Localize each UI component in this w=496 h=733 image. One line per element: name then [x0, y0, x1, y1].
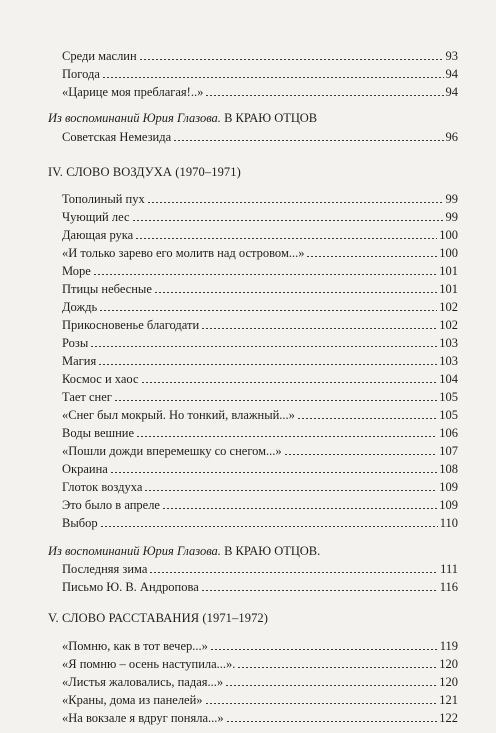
memoir-author: Из воспоминаний Юрия Глазова.: [48, 111, 221, 125]
memoir-heading: [48, 110, 317, 126]
entry-title: Море: [62, 264, 91, 278]
entry-page: 102: [439, 318, 458, 332]
toc-entry: [62, 389, 458, 405]
entry-page: 110: [439, 516, 458, 530]
toc-entry: [62, 579, 458, 595]
section-heading: V. СЛОВО РАССТАВАНИЯ (1971–1972): [48, 611, 269, 625]
dot-leader: [147, 202, 444, 203]
entry-title: Среди маслин: [62, 49, 137, 63]
entry-title: «Пошли дожди вперемешку со снегом...»: [62, 444, 282, 458]
dot-leader: [297, 418, 437, 419]
dot-leader: [141, 382, 438, 383]
entry-page: 103: [439, 354, 458, 368]
entry-page: 108: [439, 462, 458, 476]
dot-leader: [110, 472, 437, 473]
toc-entry: [62, 371, 458, 387]
entry-page: 101: [439, 264, 458, 278]
toc-entry: [62, 245, 458, 261]
entry-page: 120: [439, 657, 458, 671]
entry-title: Выбор: [62, 516, 98, 530]
toc-entry: [62, 638, 458, 654]
toc-entry: [62, 692, 458, 708]
entry-title: Воды вешние: [62, 426, 135, 440]
dot-leader: [93, 274, 437, 275]
toc-entry: [62, 656, 458, 672]
entry-title: Погода: [62, 67, 100, 81]
toc-entry: [62, 710, 458, 726]
entry-page: 93: [445, 49, 458, 63]
toc-entry: [62, 263, 458, 279]
memoir-title: В КРАЮ ОТЦОВ: [220, 111, 318, 125]
entry-page: 105: [439, 390, 458, 404]
entry-title: Космос и хаос: [62, 372, 139, 386]
dot-leader: [136, 436, 437, 437]
entry-page: 111: [440, 562, 458, 576]
entry-page: 100: [439, 228, 458, 242]
dot-leader: [139, 59, 444, 60]
entry-page: 106: [439, 426, 458, 440]
entry-title: Последняя зима: [62, 562, 148, 576]
toc-entry: [62, 66, 458, 82]
entry-page: 94: [445, 85, 458, 99]
dot-leader: [306, 256, 437, 257]
entry-page: 120: [439, 675, 458, 689]
entry-title: Глоток воздуха: [62, 480, 143, 494]
entry-title: Тает снег: [62, 390, 112, 404]
entry-title: Дождь: [62, 300, 98, 314]
entry-title: Прикосновенье благодати: [62, 318, 200, 332]
dot-leader: [205, 95, 443, 96]
entry-page: 104: [439, 372, 458, 386]
toc-entry: [62, 227, 458, 243]
toc-entry: [62, 317, 458, 333]
dot-leader: [90, 346, 437, 347]
entry-title: «Листья жаловались, падая...»: [62, 675, 224, 689]
entry-title: Тополиный пух: [62, 192, 145, 206]
dot-leader: [99, 310, 437, 311]
dot-leader: [100, 526, 438, 527]
toc-entry: [62, 48, 458, 64]
dot-leader: [210, 649, 438, 650]
toc-entry: [62, 479, 458, 495]
dot-leader: [173, 140, 443, 141]
entry-page: 122: [439, 711, 458, 725]
toc-entry: [62, 461, 458, 477]
entry-page: 99: [445, 192, 458, 206]
entry-title: «На вокзале я вдруг поняла...»: [62, 711, 224, 725]
entry-title: «И только зарево его молитв над островом...»: [62, 246, 305, 260]
memoir-heading: [48, 543, 320, 559]
entry-page: 99: [445, 210, 458, 224]
dot-leader: [162, 508, 437, 509]
dot-leader: [201, 328, 437, 329]
dot-leader: [154, 292, 437, 293]
dot-leader: [149, 572, 438, 573]
entry-page: 94: [445, 67, 458, 81]
entry-title: «Снег был мокрый. Но тонкий, влажный...»: [62, 408, 295, 422]
dot-leader: [102, 77, 444, 78]
toc-entry: [62, 353, 458, 369]
entry-page: 101: [439, 282, 458, 296]
toc-entry: [62, 674, 458, 690]
entry-title: Окраина: [62, 462, 108, 476]
memoir-title: В КРАЮ ОТЦОВ.: [220, 544, 321, 558]
memoir-author: Из воспоминаний Юрия Глазова.: [48, 544, 221, 558]
entry-title: Письмо Ю. В. Андропова: [62, 580, 199, 594]
toc-entry: [62, 281, 458, 297]
entry-title: Птицы небесные: [62, 282, 152, 296]
entry-title: Чующий лес: [62, 210, 130, 224]
entry-page: 116: [439, 580, 458, 594]
toc-entry: [62, 497, 458, 513]
toc-entry: [62, 443, 458, 459]
entry-title: «Царице моя преблагая!..»: [62, 85, 204, 99]
dot-leader: [135, 238, 437, 239]
dot-leader: [225, 685, 437, 686]
dot-leader: [144, 490, 437, 491]
entry-page: 105: [439, 408, 458, 422]
entry-title: Советская Немезида: [62, 130, 172, 144]
entry-title: «Я помню – осень наступила...».: [62, 657, 236, 671]
entry-page: 109: [439, 498, 458, 512]
dot-leader: [205, 703, 438, 704]
dot-leader: [226, 721, 438, 722]
entry-title: «Помню, как в тот вечер...»: [62, 639, 208, 653]
entry-page: 107: [439, 444, 458, 458]
entry-page: 109: [439, 480, 458, 494]
entry-title: Розы: [62, 336, 89, 350]
toc-entry: [62, 515, 458, 531]
entry-title: Это было в апреле: [62, 498, 160, 512]
entry-page: 96: [445, 130, 458, 144]
toc-entry: [62, 425, 458, 441]
toc-entry: [62, 299, 458, 315]
toc-entry: [62, 129, 458, 145]
entry-page: 121: [439, 693, 458, 707]
toc-entry: [62, 561, 458, 577]
toc-entry: [62, 209, 458, 225]
entry-title: Магия: [62, 354, 97, 368]
toc-entry: [62, 335, 458, 351]
entry-page: 102: [439, 300, 458, 314]
dot-leader: [114, 400, 437, 401]
entry-page: 100: [439, 246, 458, 260]
entry-title: Дающая рука: [62, 228, 134, 242]
dot-leader: [284, 454, 438, 455]
toc-entry: [62, 84, 458, 100]
entry-page: 103: [439, 336, 458, 350]
dot-leader: [132, 220, 444, 221]
entry-title: «Краны, дома из панелей»: [62, 693, 203, 707]
dot-leader: [237, 667, 437, 668]
dot-leader: [98, 364, 437, 365]
toc-entry: [62, 191, 458, 207]
dot-leader: [201, 590, 438, 591]
entry-page: 119: [439, 639, 458, 653]
section-heading: IV. СЛОВО ВОЗДУХА (1970–1971): [48, 165, 241, 179]
toc-entry: [62, 407, 458, 423]
